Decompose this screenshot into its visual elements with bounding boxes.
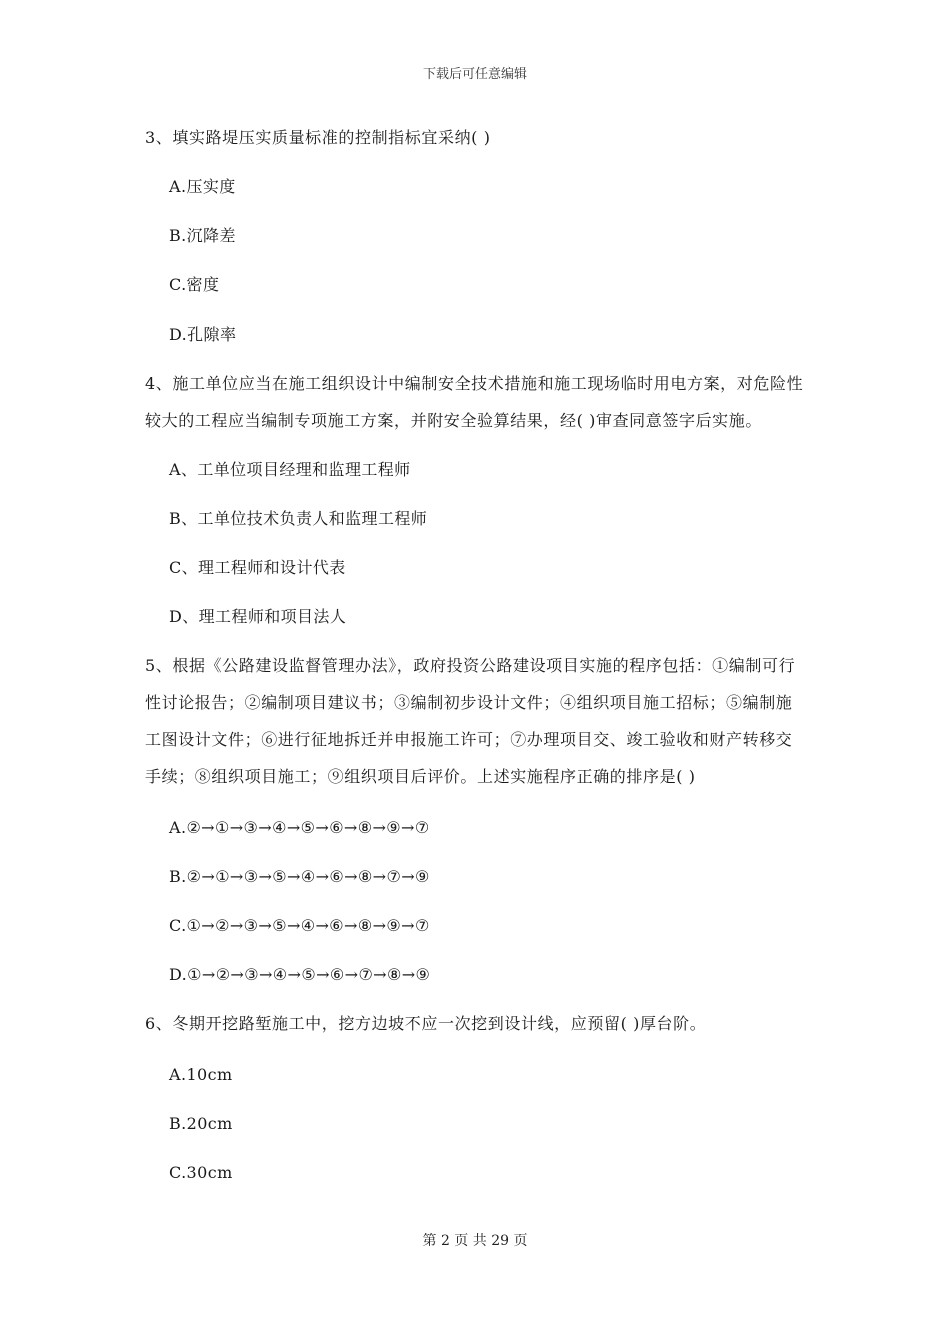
question-4-option-b: B、工单位技术负责人和监理工程师 (169, 509, 428, 528)
question-5-option-b: B.②→①→③→⑤→④→⑥→⑧→⑦→⑨ (169, 867, 430, 886)
page-header: 下载后可任意编辑 (422, 67, 527, 82)
question-5-stem-line-3: 工图设计文件；⑥进行征地拆迁并申报施工许可；⑦办理项目交、竣工验收和财产转移交 (145, 730, 793, 749)
question-5-stem-line-2: 性讨论报告；②编制项目建议书；③编制初步设计文件；④组织项目施工招标；⑤编制施 (145, 693, 793, 712)
question-3-option-c: C.密度 (169, 275, 220, 294)
page-footer: 第 2 页 共 29 页 (422, 1233, 528, 1249)
question-5-option-a: A.②→①→③→④→⑤→⑥→⑧→⑨→⑦ (169, 818, 430, 837)
question-3-option-a: A.压实度 (169, 177, 236, 196)
question-4-stem-line-2: 较大的工程应当编制专项施工方案，并附安全验算结果，经( )审查同意签字后实施。 (145, 411, 762, 430)
question-4-option-a: A、工单位项目经理和监理工程师 (169, 460, 411, 479)
question-3-stem-line-1: 3、填实路堤压实质量标准的控制指标宜采纳( ) (145, 128, 491, 147)
question-6-option-c: C.30cm (169, 1163, 233, 1182)
question-5-option-c: C.①→②→③→⑤→④→⑥→⑧→⑨→⑦ (169, 916, 430, 935)
question-6-stem-line-1: 6、冬期开挖路堑施工中，挖方边坡不应一次挖到设计线，应预留( )厚台阶。 (145, 1014, 707, 1033)
question-5-stem-line-1: 5、根据《公路建设监督管理办法》，政府投资公路建设项目实施的程序包括：①编制可行 (145, 656, 796, 675)
question-5-stem-line-4: 手续；⑧组织项目施工；⑨组织项目后评价。上述实施程序正确的排序是( ) (145, 767, 696, 786)
question-3-option-b: B.沉降差 (169, 226, 236, 245)
question-4-option-c: C、理工程师和设计代表 (169, 558, 346, 577)
question-6-option-b: B.20cm (169, 1114, 233, 1133)
question-6-option-a: A.10cm (169, 1065, 233, 1084)
question-5-option-d: D.①→②→③→④→⑤→⑥→⑦→⑧→⑨ (169, 965, 431, 984)
question-4-option-d: D、理工程师和项目法人 (169, 607, 347, 626)
question-4-stem-line-1: 4、施工单位应当在施工组织设计中编制安全技术措施和施工现场临时用电方案，对危险性 (145, 374, 804, 393)
question-3-option-d: D.孔隙率 (169, 325, 237, 344)
